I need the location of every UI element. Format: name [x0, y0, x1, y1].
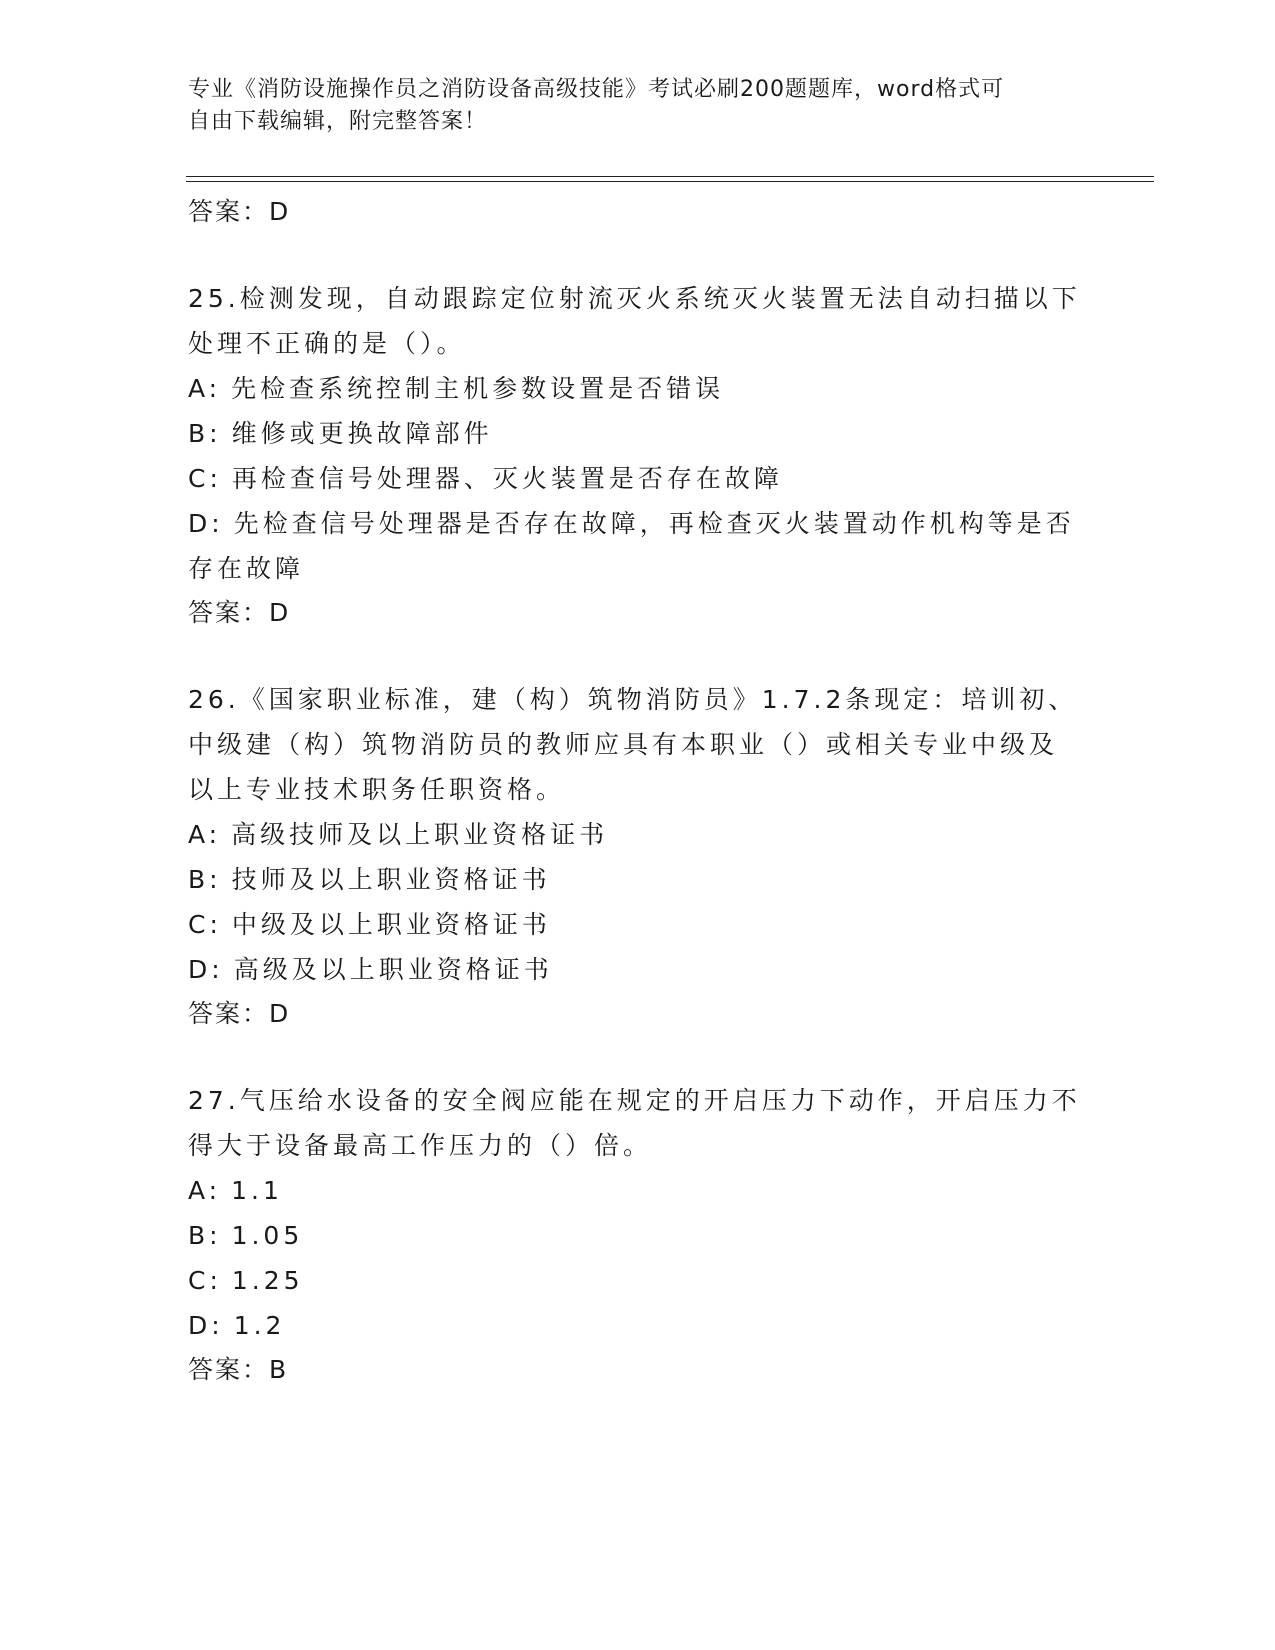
answer-label: 答案：: [188, 1355, 270, 1384]
option-key: A:: [188, 820, 222, 849]
answer-value: D: [269, 197, 289, 226]
answer-line: [188, 992, 1078, 1036]
option-key: A:: [188, 1176, 222, 1205]
option-text: 1.05: [231, 1221, 304, 1250]
option-text: 1.2: [233, 1311, 286, 1340]
stem-line: 得大于设备最高工作压力的（）倍。: [188, 1131, 653, 1160]
stem-line: 中级建（构）筑物消防员的教师应具有本职业（）或相关专业中级及: [188, 730, 1059, 759]
answer-value: D: [269, 999, 289, 1028]
header-line-1: 专业《消防设施操作员之消防设备高级技能》考试必刷200题题库，word格式可: [188, 77, 1005, 102]
option-key: C:: [188, 464, 222, 493]
option-text: 维修或更换故障部件: [231, 419, 493, 448]
option-key: D:: [188, 955, 224, 984]
answer-value: D: [269, 598, 289, 627]
question-stem: [188, 276, 1081, 366]
option-key: C:: [188, 1266, 222, 1295]
option-key: C:: [188, 910, 222, 939]
stem-line: 25.检测发现，自动跟踪定位射流灭火系统灭火装置无法自动扫描以下: [188, 284, 1081, 313]
option-a: [188, 1168, 1078, 1213]
option-key: B:: [188, 419, 222, 448]
option-key: B:: [188, 865, 222, 894]
option-a: [188, 812, 1078, 857]
option-key: B:: [188, 1221, 222, 1250]
stem-line: 处理不正确的是（）。: [188, 329, 466, 358]
option-text: 先检查系统控制主机参数设置是否错误: [231, 374, 725, 403]
document-body: [188, 190, 1081, 1392]
option-d: [188, 947, 1078, 992]
answer-value: B: [269, 1355, 287, 1384]
option-key: A:: [188, 374, 222, 403]
option-text: 高级技师及以上职业资格证书: [231, 820, 609, 849]
option-d: [188, 501, 1078, 546]
option-text: 1.1: [231, 1176, 283, 1205]
question-27: [188, 1078, 1081, 1392]
answer-label: 答案：: [188, 598, 270, 627]
answer-line: [188, 1348, 1078, 1392]
option-text: 先检查信号处理器是否存在故障，再检查灭火装置动作机构等是否: [233, 509, 1075, 538]
option-d-continuation: 存在故障: [188, 554, 305, 583]
option-b: [188, 1213, 1078, 1258]
option-text: 中级及以上职业资格证书: [231, 910, 551, 939]
option-text: 高级及以上职业资格证书: [233, 955, 553, 984]
option-a: [188, 366, 1078, 411]
header-rule-top: [186, 176, 1154, 177]
option-text: 再检查信号处理器、灭火装置是否存在故障: [231, 464, 783, 493]
answer-line: [188, 591, 1078, 635]
option-text: 技师及以上职业资格证书: [231, 865, 551, 894]
answer-label: 答案：: [188, 197, 270, 226]
stem-line: 27.气压给水设备的安全阀应能在规定的开启压力下动作，开启压力不: [188, 1086, 1081, 1115]
document-header: [188, 74, 1068, 138]
question-stem: [188, 1078, 1081, 1168]
option-c: [188, 902, 1078, 947]
option-key: D:: [188, 509, 224, 538]
option-c: [188, 1258, 1078, 1303]
option-key: D:: [188, 1311, 224, 1340]
question-26: [188, 677, 1078, 1036]
answer-line: [188, 190, 1078, 234]
question-stem: [188, 677, 1078, 812]
answer-label: 答案：: [188, 999, 270, 1028]
option-text: 1.25: [231, 1266, 304, 1295]
header-rule-bottom: [186, 181, 1154, 182]
option-c: [188, 456, 1078, 501]
option-b: [188, 411, 1078, 456]
stem-line: 以上专业技术职务任职资格。: [188, 775, 566, 804]
option-d: [188, 1303, 1078, 1348]
option-b: [188, 857, 1078, 902]
stem-line: 26.《国家职业标准，建（构）筑物消防员》1.7.2条现定：培训初、: [188, 685, 1078, 714]
header-line-2: 自由下载编辑，附完整答案！: [188, 109, 488, 134]
question-25: [188, 276, 1081, 635]
